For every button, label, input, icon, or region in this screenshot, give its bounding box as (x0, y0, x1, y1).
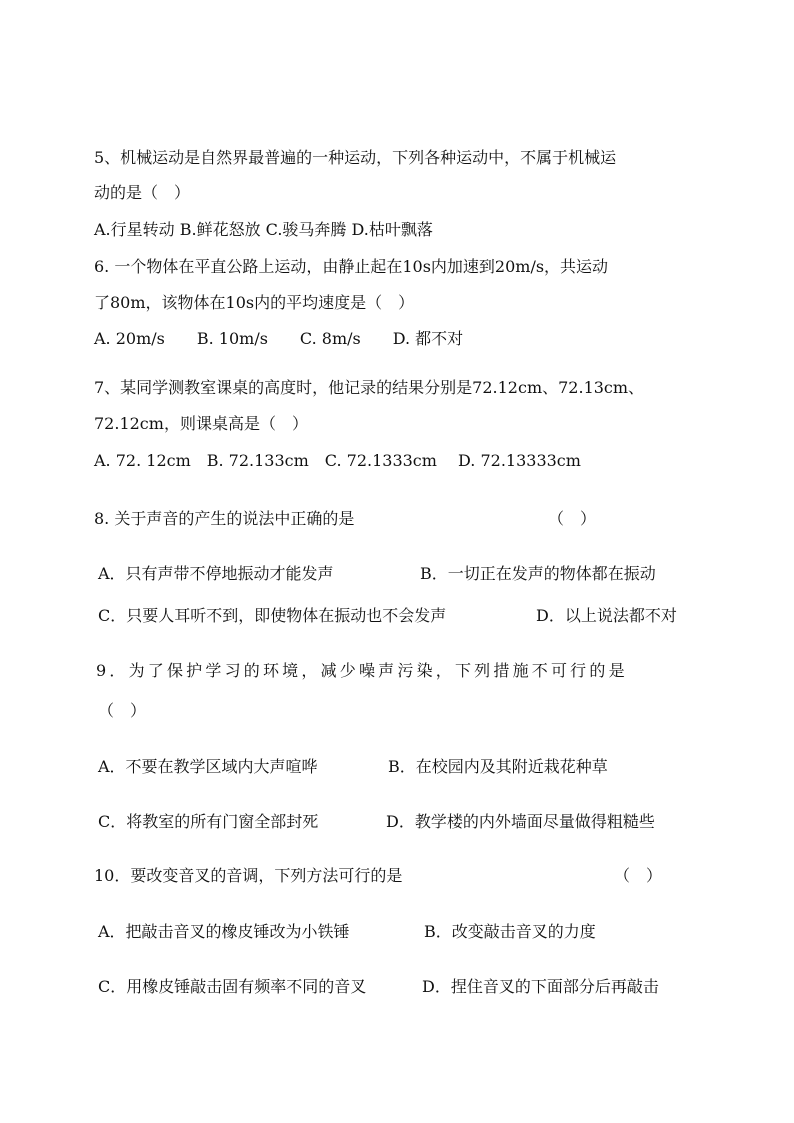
question-10-option-d: D．捏住音叉的下面部分后再敲击 (422, 977, 659, 996)
question-10-stem: 10．要改变音叉的音调，下列方法可行的是 (94, 866, 403, 885)
question-5-options: A.行星转动 B.鲜花怒放 C.骏马奔腾 D.枯叶飘落 (94, 220, 433, 239)
question-6-stem-line-1: 6. 一个物体在平直公路上运动，由静止起在10s内加速到20m/s，共运动 (94, 257, 609, 276)
question-9-option-d: D．教学楼的内外墙面尽量做得粗糙些 (386, 812, 655, 831)
question-10-answer-blank: （ ） (614, 866, 663, 885)
question-5-stem-line-1: 5、机械运动是自然界最普遍的一种运动，下列各种运动中，不属于机械运 (94, 148, 617, 167)
question-9-option-a: A．不要在教学区域内大声喧哗 (98, 757, 318, 776)
question-9-option-c: C．将教室的所有门窗全部封死 (98, 812, 319, 831)
question-8-option-c: C．只要人耳听不到，即使物体在振动也不会发声 (98, 606, 447, 625)
question-8-answer-blank: （ ） (548, 509, 597, 528)
question-6-options: A. 20m/s B. 10m/s C. 8m/s D. 都不对 (94, 329, 464, 348)
question-9-option-b: B．在校园内及其附近栽花种草 (388, 757, 608, 776)
question-7-stem-line-1: 7、某同学测教室课桌的高度时，他记录的结果分别是72.12cm、72.13cm、 (94, 378, 645, 397)
question-9-stem-line-2: （ ） (98, 701, 147, 720)
question-9-stem-line-1: 9．为了保护学习的环境，减少噪声污染，下列措施不可行的是 (96, 661, 628, 680)
question-10-option-a: A．把敲击音叉的橡皮锤改为小铁锤 (98, 922, 350, 941)
question-10-option-b: B．改变敲击音叉的力度 (424, 922, 596, 941)
question-8-option-b: B．一切正在发声的物体都在振动 (420, 564, 656, 583)
question-5-stem-line-2: 动的是（ ） (94, 183, 191, 202)
question-10-option-c: C．用橡皮锤敲击固有频率不同的音叉 (98, 977, 367, 996)
question-7-stem-line-2: 72.12cm，则课桌高是（ ） (94, 414, 308, 433)
question-8-stem: 8. 关于声音的产生的说法中正确的是 (94, 509, 355, 528)
question-8-option-a: A．只有声带不停地振动才能发声 (98, 564, 334, 583)
question-6-stem-line-2: 了80m，该物体在10s内的平均速度是（ ） (94, 293, 415, 312)
question-7-options: A. 72. 12cm B. 72.133cm C. 72.1333cm D. 72.13333cm (94, 451, 581, 470)
question-8-option-d: D．以上说法都不对 (536, 606, 677, 625)
